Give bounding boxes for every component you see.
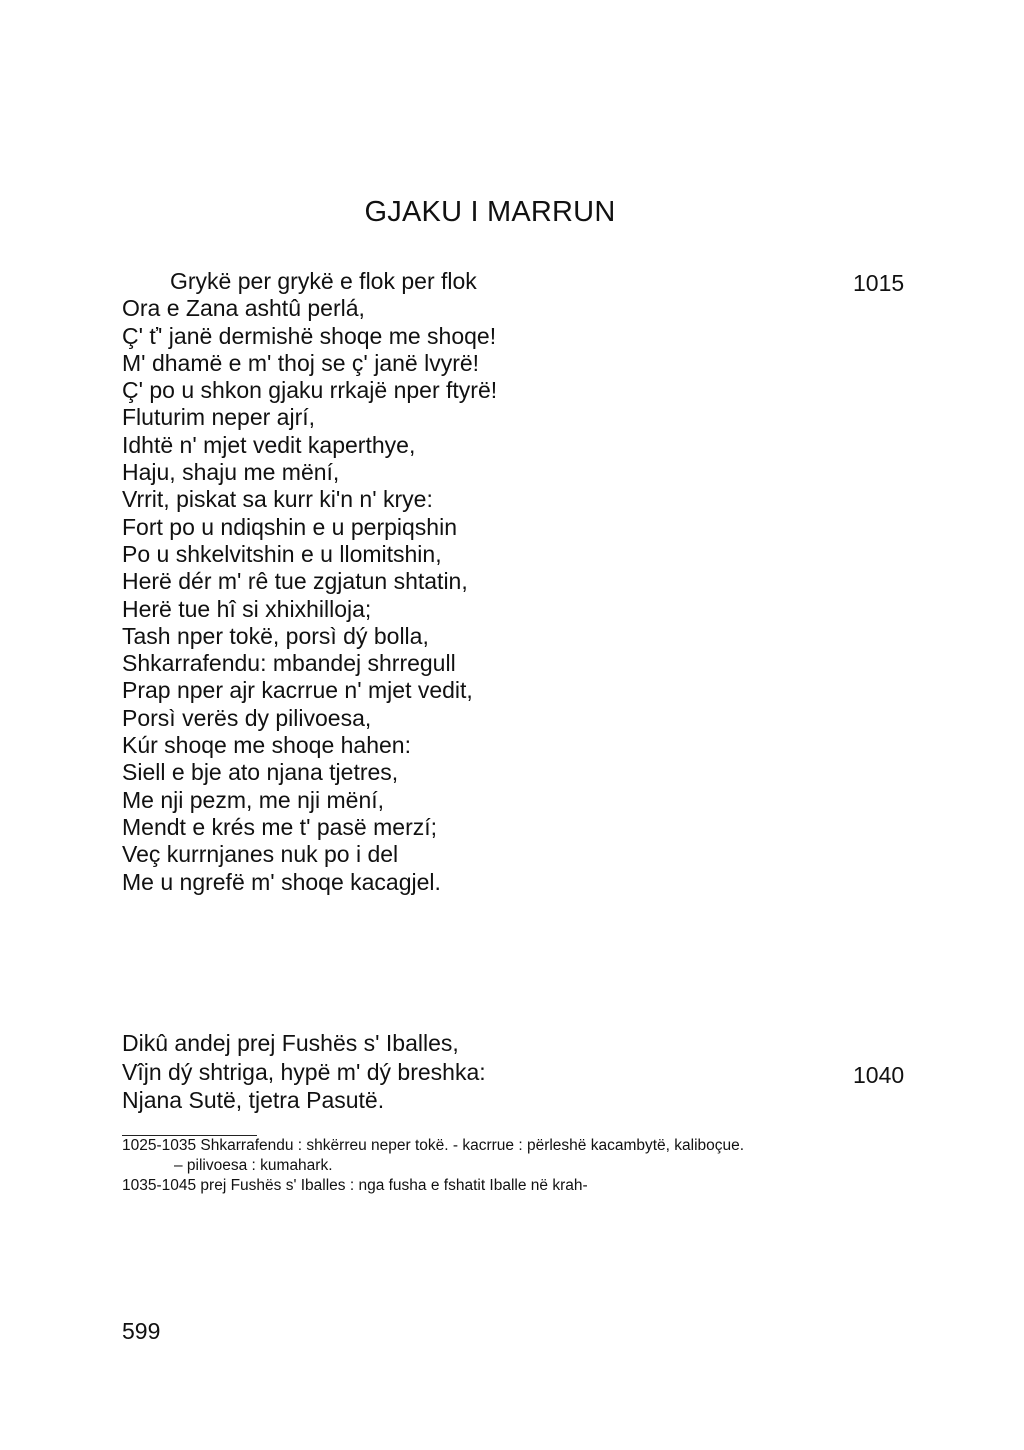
verse-line: Njana Sutë, tjetra Pasutë. <box>122 1087 385 1113</box>
verse-line: Me nji pezm, me nji mëní, <box>122 786 385 813</box>
footnote-line: 1035-1045 prej Fushës s' Iballes : nga fusha e fshatit Iballe në krah- <box>122 1177 588 1194</box>
verse-line: Grykë per grykë e flok per flok <box>170 268 477 294</box>
verse-line: Herë tue hî si xhixhilloja; <box>122 595 372 622</box>
verse-line: Tash nper tokë, porsì dý bolla, <box>122 622 429 649</box>
verse-line: Vîjn dý shtriga, hypë m' dý breshka: <box>122 1058 486 1085</box>
line-number: 1040 <box>853 1062 905 1088</box>
verse-line: Idhtë n' mjet vedit kaperthye, <box>122 431 416 458</box>
verse-line: Po u shkelvitshin e u llomitshin, <box>122 540 442 567</box>
verse-line: M' dhamë e m' thoj se ç' janë lvyrë! <box>122 349 480 376</box>
verse-line: Mendt e krés me t' pasë merzí; <box>122 813 438 840</box>
footnote-line: 1025-1035 Shkarrafendu : shkërreu neper tokë. - kacrrue : përleshë kacambytë, kaliboçue. <box>122 1137 745 1154</box>
verse-line: Haju, shaju me mëní, <box>122 459 340 486</box>
verse-line: Fort po u ndiqshin e u perpiqshin <box>122 513 457 540</box>
verse-line: Me u ngrefë m' shoqe kacagjel. <box>122 868 441 895</box>
page-number: 599 <box>122 1318 161 1344</box>
verse-line: Vrrit, piskat sa kurr ki'n n' krye: <box>122 486 433 513</box>
stanza-1 <box>122 268 842 896</box>
verse-line: Herë dér m' rê tue zgjatun shtatin, <box>122 568 468 595</box>
verse-line: Siell e bje ato njana tjetres, <box>122 759 399 786</box>
verse-line: Shkarrafendu: mbandej shrregull <box>122 650 456 677</box>
footnotes <box>122 1136 922 1196</box>
verse-line: Fluturim neper ajrí, <box>122 404 316 431</box>
poem-title: GJAKU I MARRUN <box>364 196 616 228</box>
stanza-2 <box>122 1029 842 1115</box>
verse-line: Dikû andej prej Fushës s' Iballes, <box>122 1030 459 1056</box>
line-number: 1015 <box>853 270 905 296</box>
verse-line: Ora e Zana ashtû perlá, <box>122 295 365 322</box>
verse-line: Ç' po u shkon gjaku rrkajë nper ftyrë! <box>122 377 498 404</box>
verse-line: Veç kurrnjanes nuk po i del <box>122 841 399 868</box>
verse-line: Porsì verës dy pilivoesa, <box>122 704 372 731</box>
verse-line: Prap nper ajr kacrrue n' mjet vedit, <box>122 677 473 704</box>
verse-line: Ç' ť' janë dermishë shoqe me shoqe! <box>122 322 497 349</box>
footnote-line: – pilivoesa : kumahark. <box>174 1157 333 1174</box>
verse-line: Kúr shoqe me shoqe hahen: <box>122 732 411 759</box>
